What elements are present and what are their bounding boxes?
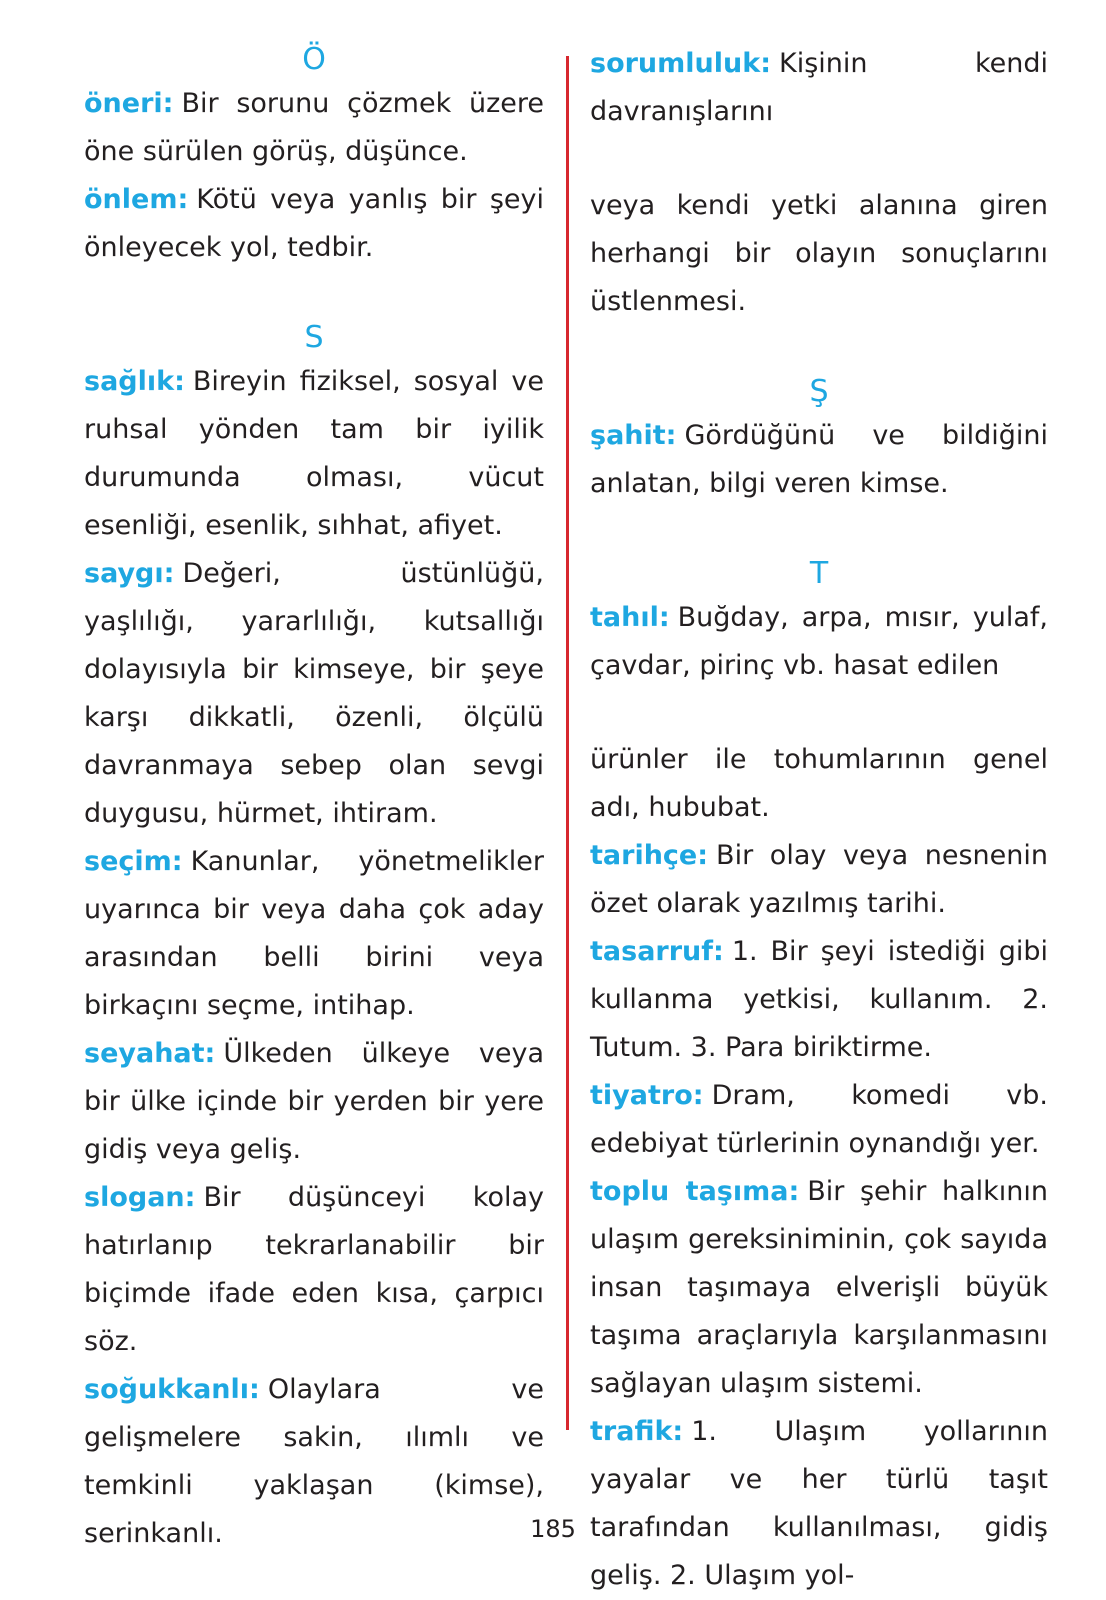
entry-sahit xyxy=(590,412,1048,508)
term: saygı: xyxy=(84,558,175,589)
column-divider xyxy=(566,56,569,1430)
definition: Dram, komedi vb. edebiyat türlerinin oynandığı yer. xyxy=(590,1080,1048,1159)
definition: Bir olay veya nesnenin özet olarak yazılmış tarihi. xyxy=(590,840,1048,919)
definition: 1. Bir şeyi istediği gibi kullanma yetkisi, kullanım. 2. Tutum. 3. Para biriktirme. xyxy=(590,936,1048,1063)
entry-tahil xyxy=(590,594,1048,690)
spacer xyxy=(84,272,544,318)
spacer xyxy=(590,508,1048,554)
term: toplu taşıma: xyxy=(590,1176,800,1207)
entry-onlem xyxy=(84,176,544,272)
entry-oneri xyxy=(84,80,544,176)
entry-tiyatro xyxy=(590,1072,1048,1168)
entry-toplu-tasima xyxy=(590,1168,1048,1408)
definition: Bir şehir halkının ulaşım gereksiniminin, çok sayıda insan taşımaya elverişli büyük taşıma araçlarıyla karşılanmasını sağlayan ulaşım sistemi. xyxy=(590,1176,1048,1399)
right-column xyxy=(590,40,1048,1600)
entry-saygi xyxy=(84,550,544,838)
spacer xyxy=(590,690,1048,736)
definition: Bir sorunu çözmek üzere öne sürülen görüş, düşünce. xyxy=(84,88,544,167)
entry-secim xyxy=(84,838,544,1030)
entry-seyahat xyxy=(84,1030,544,1174)
entry-saglik xyxy=(84,358,544,550)
entry-sorumluluk-continued: veya kendi yetki alanına giren herhangi bir olayın sonuçlarını üstlenmesi. xyxy=(590,190,1048,317)
term: sorumluluk: xyxy=(590,48,771,79)
term: tiyatro: xyxy=(590,1080,704,1111)
entry-slogan xyxy=(84,1174,544,1366)
left-column xyxy=(84,40,544,1558)
definition: Olaylara ve gelişmelere sakin, ılımlı ve temkinli yaklaşan (kimse), serinkanlı. xyxy=(84,1374,544,1549)
term: tahıl: xyxy=(590,602,670,633)
term: şahit: xyxy=(590,420,677,451)
entry-tarihce xyxy=(590,832,1048,928)
term: sağlık: xyxy=(84,366,185,397)
section-letter-t: T xyxy=(809,556,829,591)
definition: Ülkeden ülkeye veya bir ülke içinde bir yerden bir yere gidiş veya geliş. xyxy=(84,1038,544,1165)
definition: 1. Ulaşım yollarının yayalar ve her türlü taşıt tarafından kullanılması, gidiş geliş. 2. Ulaşım yol- xyxy=(590,1416,1048,1591)
definition: Gördüğünü ve bildiğini anlatan, bilgi veren kimse. xyxy=(590,420,1048,499)
spacer xyxy=(590,136,1048,182)
entry-tasarruf xyxy=(590,928,1048,1072)
term: soğukkanlı: xyxy=(84,1374,260,1405)
term: trafik: xyxy=(590,1416,684,1447)
definition: Kanunlar, yönetmelikler uyarınca bir veya daha çok aday arasından belli birini veya birkaçını seçme, intihap. xyxy=(84,846,544,1021)
section-letter-o: Ö xyxy=(302,42,326,77)
term: slogan: xyxy=(84,1182,196,1213)
term: tarihçe: xyxy=(590,840,709,871)
entry-sorumluluk xyxy=(590,40,1048,136)
entry-trafik xyxy=(590,1408,1048,1600)
definition: Değeri, üstünlüğü, yaşlılığı, yararlılığı, kutsallığı dolayısıyla bir kimseye, bir şeye karşı dikkatli, özenli, ölçülü davranmaya sebep olan sevgi duygusu, hürmet, ihtiram. xyxy=(84,558,544,829)
term: öneri: xyxy=(84,88,174,119)
definition: Kötü veya yanlış bir şeyi önleyecek yol, tedbir. xyxy=(84,184,544,263)
entry-tahil-continued: ürünler ile tohumlarının genel adı, hububat. xyxy=(590,744,1048,823)
definition: Bireyin fiziksel, sosyal ve ruhsal yönden tam bir iyilik durumunda olması, vücut esenliği, esenlik, sıhhat, afiyet. xyxy=(84,366,544,541)
term: seçim: xyxy=(84,846,183,877)
term: tasarruf: xyxy=(590,936,724,967)
page-number: 185 xyxy=(530,1515,576,1543)
definition: Bir düşünceyi kolay hatırlanıp tekrarlanabilir bir biçimde ifade eden kısa, çarpıcı söz. xyxy=(84,1182,544,1357)
spacer xyxy=(590,326,1048,372)
term: önlem: xyxy=(84,184,189,215)
definition: Buğday, arpa, mısır, yulaf, çavdar, pirinç vb. hasat edilen xyxy=(590,602,1048,681)
section-letter-s: S xyxy=(304,320,324,355)
section-letter-sh: Ş xyxy=(809,374,829,409)
definition: Kişinin kendi davranışlarını xyxy=(590,48,1048,127)
term: seyahat: xyxy=(84,1038,216,1069)
